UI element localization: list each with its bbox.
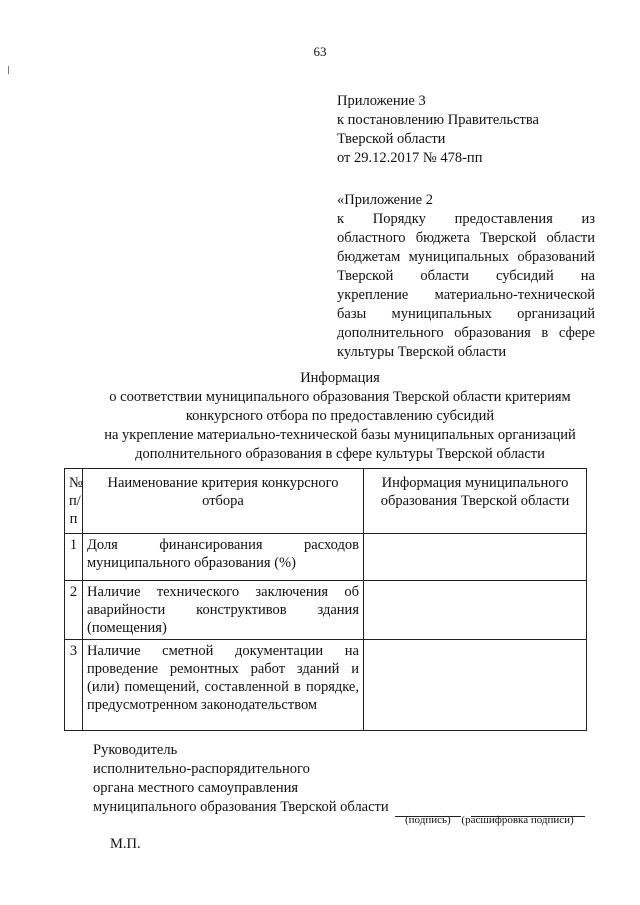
appendix-3-line: от 29.12.2017 № 478-пп <box>337 150 483 166</box>
appendix-2-line: «Приложение 2 <box>337 192 433 208</box>
header-criterion: Наименование критерия конкурсного отбора <box>83 469 364 534</box>
table-row <box>65 581 587 640</box>
heading-line: о соответствии муниципального образования Тверской области критериям <box>109 389 571 405</box>
row-info-cell <box>364 581 587 640</box>
heading-line: конкурсного отбора по предоставлению субсидий <box>185 408 495 424</box>
signature-block <box>93 741 585 817</box>
row-criterion: Доля финансирования расходов муниципального образования (%) <box>83 534 364 581</box>
appendix-2-line: базы муниципальных организаций <box>337 306 595 322</box>
heading-line: дополнительного образования в сфере культуры Тверской области <box>135 446 545 462</box>
row-info-cell <box>364 534 587 581</box>
signature-line: исполнительно-распорядительного <box>93 761 310 777</box>
row-criterion: Наличие сметной документации на проведение ремонтных работ зданий и (или) помещений, составленной в порядке, предусмотренном законодательством <box>83 640 364 731</box>
row-number: 1 <box>65 534 83 581</box>
heading-title: Информация <box>300 370 380 386</box>
table-header-row <box>65 469 587 534</box>
name-caption: (расшифровка подписи) <box>461 814 574 826</box>
appendix-2-line: Тверской области субсидий на <box>337 268 595 284</box>
appendix-2-line: к Порядку предоставления из <box>337 211 595 227</box>
seal-placeholder: М.П. <box>110 836 141 852</box>
document-heading <box>80 369 600 464</box>
row-number: 3 <box>65 640 83 731</box>
appendix-3-line: к постановлению Правительства <box>337 112 539 128</box>
signature-captions <box>405 814 574 826</box>
heading-line: на укрепление материально-технической базы муниципальных организаций <box>104 427 576 443</box>
page-number: 63 <box>313 44 327 59</box>
table-row <box>65 534 587 581</box>
appendix-2-line: бюджетам муниципальных образований <box>337 249 595 265</box>
appendix-3-line: Приложение 3 <box>337 93 426 109</box>
signature-line: Руководитель <box>93 742 178 758</box>
header-number: № п/п <box>65 469 83 534</box>
appendix-2-line: областного бюджета Тверской области <box>337 230 595 246</box>
table-row <box>65 640 587 731</box>
appendix-2-block <box>337 191 595 362</box>
appendix-2-line: дополнительного образования в сфере <box>337 325 595 341</box>
header-info: Информация муниципального образования Тверской области <box>364 469 587 534</box>
criteria-table <box>64 468 587 731</box>
row-info-cell <box>364 640 587 731</box>
row-criterion: Наличие технического заключения об аварийности конструктивов здания (помещения) <box>83 581 364 640</box>
appendix-2-line: укрепление материально-технической <box>337 287 595 303</box>
signature-line: муниципального образования Тверской области <box>93 799 389 815</box>
row-number: 2 <box>65 581 83 640</box>
signature-caption: (подпись) <box>405 814 451 826</box>
appendix-2-line: культуры Тверской области <box>337 344 507 360</box>
signature-line: органа местного самоуправления <box>93 780 299 796</box>
appendix-3-block <box>337 92 595 168</box>
appendix-3-line: Тверской области <box>337 131 446 147</box>
margin-mark <box>8 66 9 74</box>
